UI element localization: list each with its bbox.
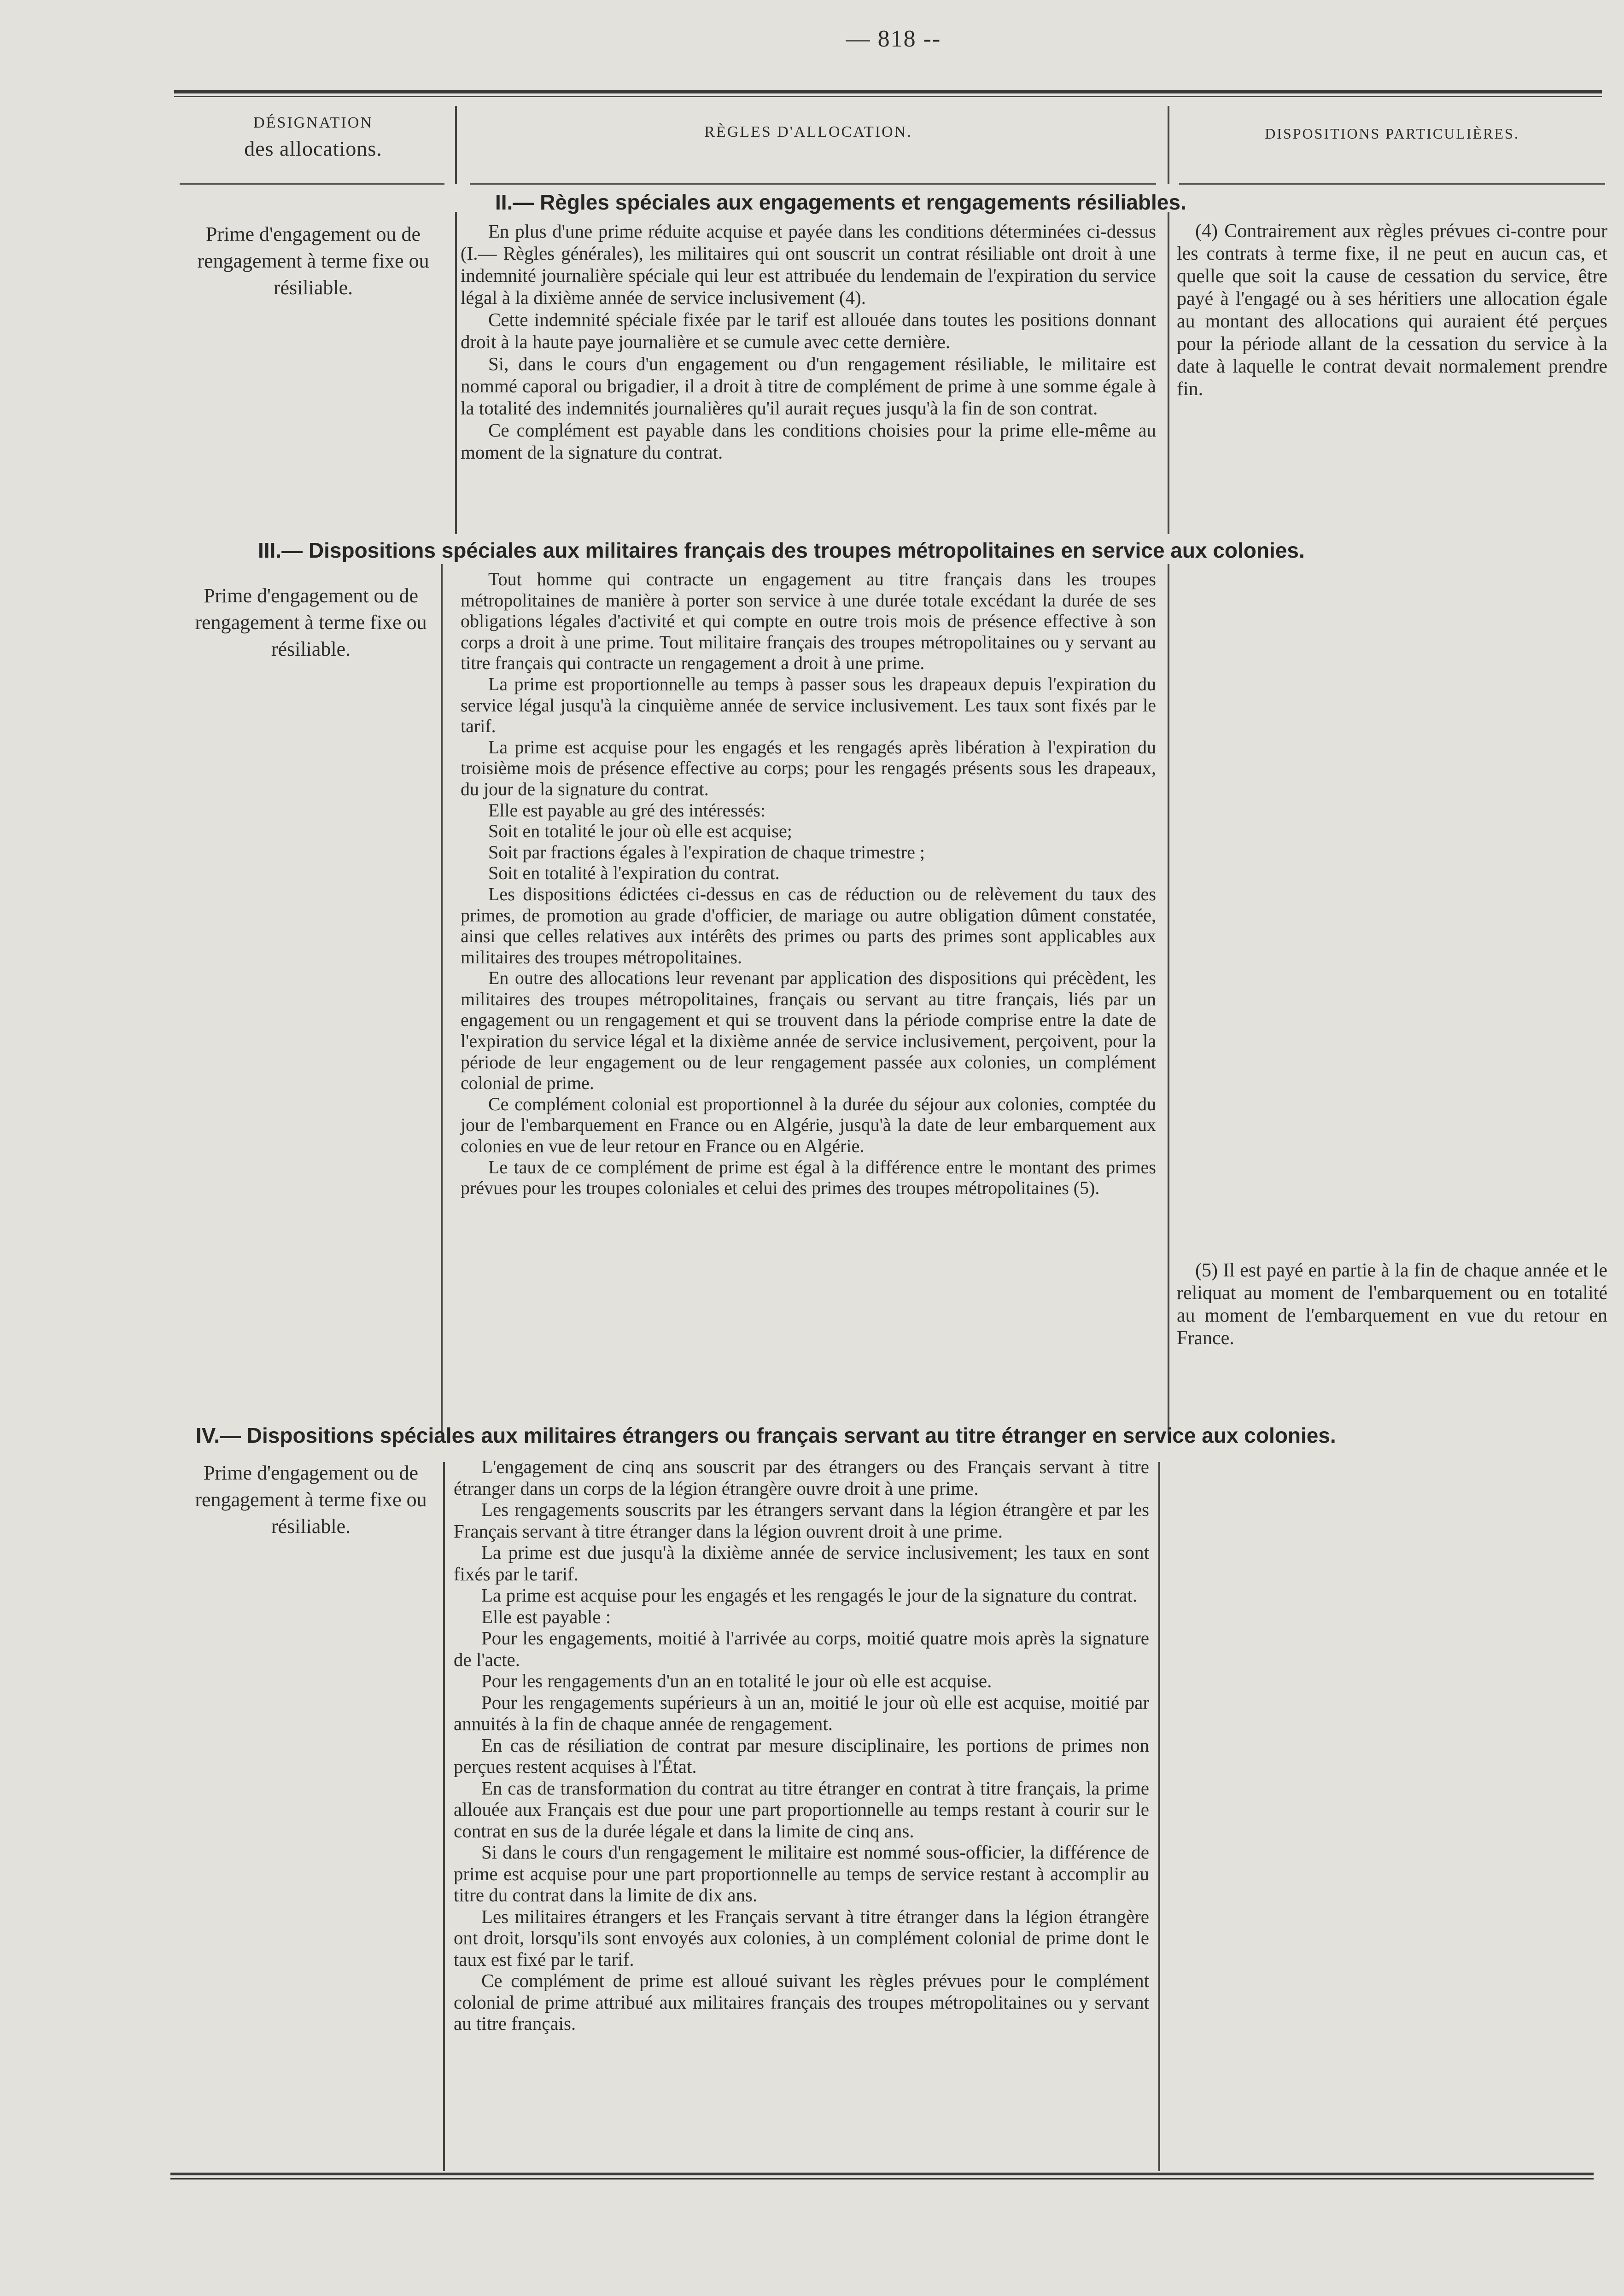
paragraph: Soit par fractions égales à l'expiration de chaque trimestre ; [488, 841, 925, 862]
paragraph: Le taux de ce complément de prime est égal à la différence entre le montant des primes prévues pour les troupes coloniales et celui des primes des troupes métropolitaines (5). [461, 1156, 1156, 1199]
paragraph: Les militaires étrangers et les Français servant à titre étranger dans la légion étrangère ont droit, lorsqu'ils sont envoyés aux colonies, à un complément colonial de prime dont le taux est fixé par le tarif. [454, 1906, 1149, 1970]
top-rule-thin [174, 96, 1602, 97]
paragraph: Cette indemnité spéciale fixée par le tarif est allouée dans toutes les positions donnant droit à la haute paye journalière et se cumule avec cette dernière. [461, 309, 1156, 352]
header-designation-line1: DÉSIGNATION [253, 114, 373, 131]
header-underline-middle [470, 183, 1156, 185]
paragraph: Soit en totalité le jour où elle est acquise; [488, 821, 792, 842]
header-underline-right [1179, 183, 1605, 185]
column-divider-s2-left [455, 212, 457, 534]
column-divider-s3-left [441, 564, 443, 1434]
section-label-iv: Prime d'engagement ou de rengagement à terme fixe ou résiliable. [195, 1462, 427, 1538]
section-label-ii: Prime d'engagement ou de rengagement à terme fixe ou résiliable. [197, 223, 429, 299]
paragraph: Les rengagements souscrits par les étrangers servant dans la légion étrangère et par les Français servant à titre étranger dans la légion ouvrent droit à une prime. [454, 1499, 1149, 1542]
paragraph: Ce complément est payable dans les conditions choisies pour la prime elle-même au moment de la signature du contrat. [461, 420, 1156, 463]
header-underline-left [180, 183, 444, 185]
section-title-iv: IV.— Dispositions spéciales aux militaires étrangers ou français servant au titre étranger en service aux colonies. [196, 1423, 1336, 1447]
note-4 [1177, 220, 1607, 401]
section-label-iii: Prime d'engagement ou de rengagement à terme fixe ou résiliable. [195, 584, 427, 660]
note-5 [1177, 1259, 1607, 1350]
paragraph: En plus d'une prime réduite acquise et payée dans les conditions déterminées ci-dessus (I.— Règles générales), les militaires qui ont souscrit un contrat résiliable ont droit à une indemnité journalière spéciale qui leur est attribuée du lendemain de l'expiration du service légal à la dixième année de service inclusivement (4). [461, 221, 1156, 308]
paragraph: Si dans le cours d'un rengagement le militaire est nommé sous-officier, la différence de prime est acquise pour une part proportionnelle au temps de service restant à accomplir au titre du contrat dans la limite de dix ans. [454, 1841, 1149, 1906]
paragraph: La prime est proportionnelle au temps à passer sous les drapeaux depuis l'expiration du service légal jusqu'à la cinquième année de service inclusivement. Les taux sont fixés par le tarif. [461, 673, 1156, 737]
paragraph: En outre des allocations leur revenant par application des dispositions qui précèdent, les militaires des troupes métropolitaines, français ou servant au titre français, liés par un engagement ou un rengagement et qui se trouvent dans la période comprise entre la date de l'expiration du service légal et la dixième année de service inclusivement, perçoivent, pour la période de leur engagement ou de leur rengagement passée aux colonies, un complément colonial de prime. [461, 967, 1156, 1094]
top-rule [174, 90, 1602, 93]
section-body-ii [461, 220, 1156, 463]
paragraph: La prime est due jusqu'à la dixième année de service inclusivement; les taux en sont fixés par le tarif. [454, 1542, 1149, 1585]
note-text: (5) Il est payé en partie à la fin de chaque année et le reliquat au moment de l'embarquement ou en totalité au moment de l'embarquement en vue du retour en France. [1177, 1260, 1607, 1349]
header-designation-line2: des allocations. [244, 137, 382, 160]
paragraph: Les dispositions édictées ci-dessus en cas de réduction ou de relèvement du taux des primes, de promotion au grade d'officier, de mariage ou autre obligation dûment constatée, ainsi que celles relatives aux intérêts des primes ou parts des primes sont applicables aux militaires des troupes métropolitaines. [461, 883, 1156, 967]
section-title-ii: II.— Règles spéciales aux engagements et rengagements résiliables. [495, 190, 1186, 214]
paragraph: Elle est payable : [481, 1606, 611, 1627]
paragraph: Ce complément colonial est proportionnel à la durée du séjour aux colonies, comptée du jour de l'embarquement en France ou en Algérie, jusqu'à la date de leur embarquement aux colonies en vue de leur retour en France ou en Algérie. [461, 1093, 1156, 1157]
column-divider-s2-right [1168, 212, 1169, 534]
paragraph: Pour les rengagements supérieurs à un an, moitié le jour où elle est acquise, moitié par annuités à la fin de chaque année de rengagement. [454, 1691, 1149, 1734]
paragraph: Pour les rengagements d'un an en totalité le jour où elle est acquise. [481, 1670, 992, 1691]
column-divider-s4-right [1158, 1462, 1160, 2171]
note-text: (4) Contrairement aux règles prévues ci-contre pour les contrats à terme fixe, il ne peut en aucun cas, et quelle que soit la cause de cessation du service, être payé à l'engagé ou à ses héritiers une allocation égale au montant des allocations qui auraient été perçues pour la période allant de la cessation du service à la date à laquelle le contrat devait normalement prendre fin. [1177, 221, 1607, 400]
header-dispositions: DISPOSITIONS PARTICULIÈRES. [1265, 125, 1519, 142]
paragraph: Elle est payable au gré des intéressés: [488, 799, 765, 821]
section-body-iii [461, 569, 1156, 1199]
bottom-rule-thin [170, 2178, 1594, 2179]
paragraph: En cas de transformation du contrat au titre étranger en contrat à titre français, la prime allouée aux Français est due pour une part proportionnelle au temps restant à courir sur le contrat en sus de la durée légale et dans la limite de cinq ans. [454, 1777, 1149, 1841]
paragraph: Pour les engagements, moitié à l'arrivée au corps, moitié quatre mois après la signature de l'acte. [454, 1627, 1149, 1670]
paragraph: L'engagement de cinq ans souscrit par des étrangers ou des Français servant à titre étranger dans un corps de la légion étrangère ouvre droit à une prime. [454, 1456, 1149, 1499]
header-designation [177, 114, 449, 161]
section-title-iii: III.— Dispositions spéciales aux militaires français des troupes métropolitaines en service aux colonies. [258, 538, 1305, 562]
paragraph: Ce complément de prime est alloué suivant les règles prévues pour le complément colonial de prime attribué aux militaires français des troupes métropolitaines ou y servant au titre français. [454, 1970, 1149, 2034]
paragraph: En cas de résiliation de contrat par mesure disciplinaire, les portions de primes non perçues restent acquises à l'État. [454, 1734, 1149, 1777]
paragraph: Si, dans le cours d'un engagement ou d'un rengagement résiliable, le militaire est nommé caporal ou brigadier, il a droit à titre de complément de prime à une somme égale à la totalité des indemnités journalières qu'il aurait reçues jusqu'à la fin de son contrat. [461, 353, 1156, 419]
column-divider-header-1 [455, 106, 457, 184]
column-divider-header-2 [1168, 106, 1169, 184]
section-body-iv [454, 1456, 1149, 2034]
paragraph: Soit en totalité à l'expiration du contrat. [488, 862, 780, 884]
bottom-rule [170, 2173, 1594, 2175]
column-divider-s4-left [443, 1462, 445, 2171]
paragraph: Tout homme qui contracte un engagement au titre français dans les troupes métropolitaines de manière à porter son service à une durée totale excédant la durée de ses obligations légales d'activité et qui compte en outre trois mois de présence effective à son corps a droit à une prime. Tout militaire français des troupes métropolitaines ou y servant au titre français qui contracte un rengagement a droit à une prime. [461, 569, 1156, 674]
paragraph: La prime est acquise pour les engagés et les rengagés après libération à l'expiration du troisième mois de présence effective au corps; pour les rengagés présents sous les drapeaux, du jour de la signature du contrat. [461, 736, 1156, 799]
page-number: — 818 -- [846, 26, 941, 52]
column-divider-s3-right [1168, 564, 1169, 1434]
header-regles: RÈGLES D'ALLOCATION. [704, 123, 912, 140]
paragraph: La prime est acquise pour les engagés et les rengagés le jour de la signature du contrat. [481, 1585, 1138, 1606]
